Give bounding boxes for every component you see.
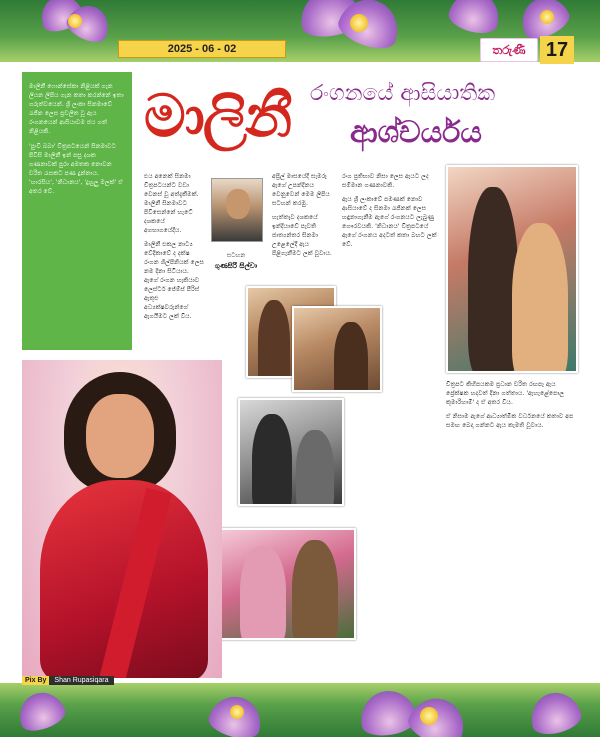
vintage-photo-2 (292, 306, 382, 392)
article-column-4 (446, 380, 578, 675)
intro-paragraph: 'පුංචි බබා' චිත්‍රපටයෙන් සිනමාවට පිවිසි මාලිනී ඉන් පසු දශක ගණනාවක් පුරා අමතක නොවන චරිත රැසකට පණ දුන්නාය. 'හාරසිය', 'නිධානය', 'දුහුලු මලක්' ඒ අතර වේ. (29, 143, 123, 195)
writer-role: සටහන (226, 252, 246, 259)
article-paragraph: ඇය ශ්‍රී ලංකාවේ පමණක් නොව ආසියාවේ ද සිනමා රැජිනක් ලෙස හඳුනාගැනීම ඇගේ රංගනයට ලැබුණු ගෞරවයකි. 'නිධානය' චිත්‍රපටයේ ඇගේ රංගනය අදටත් කතා බහට ලක් වේ. (342, 196, 437, 248)
color-film-still (220, 528, 356, 640)
article-paragraph: අප්‍රිල් මාසයේදී සැමරූ ඇගේ උපන්දිනය වෙනුවෙන් මෙම ලිපිය සටහන් කරමු. (272, 173, 330, 207)
writer-photo (211, 178, 263, 242)
bottom-floral-banner (0, 683, 600, 737)
photo-credit-name: Shan Rupasiqara (49, 676, 113, 685)
article-paragraph: හැත්තෑව දශකයේ ඉන්දියාවේ පැවති ජාත්‍යන්තර සිනමා උළෙලේදී ඇය පිළිගැනීමට ලක් වූවාය. (272, 214, 333, 257)
writer-name: ගුණසිරි සිල්වා (214, 262, 258, 270)
article-column-1 (144, 172, 204, 352)
photo-credit-label: Pix By (22, 676, 49, 685)
headline-line-2: ආශ්චර්යය (350, 115, 482, 150)
article-paragraph: රංග ප්‍රතිභාව නිසා ලෙස ඇයට ලද සම්මාන ගණනාවකි. (342, 173, 429, 189)
black-and-white-film-still (238, 398, 344, 506)
magazine-name: තරුණී (480, 38, 538, 62)
article-paragraph: එය අනෙක් සිනමා චිත්‍රපටයන්ට වඩා වෙනස් වූ අත්දැකීමක්. මාලිනී සිනමාවට පිවිසෙන්නේ හැටේ දශකයේ අගභාගයේදීය. (144, 173, 199, 234)
intro-paragraph: මාලිනී ෆොන්සේකා නිළියක් ගැන ලියන ලිපිය ගැන කතා කරන්නේ ඉතා ගරුත්වයෙන්. ශ්‍රී ලංකා සිනමාවේ රැජින ලෙස ප්‍රචලිත වූ ඇය රංගනයෙන් ආසියාවම ජය ගත් නිළියකි. (29, 83, 124, 135)
couple-photo (446, 165, 578, 373)
headline-line-1: රංගනයේ ආසියාතික (310, 81, 496, 106)
main-portrait-photo (22, 360, 222, 678)
article-paragraph: චිත්‍රපට කිහිපයකම ප්‍රධාන චරිත රඟපෑ ඇය ප්‍රේක්ෂක හදවත් දිනා ගත්තාය. 'ඇහැළේපොල කුමාරිහාමි' ද ඒ අතර විය. (446, 381, 565, 406)
intro-box (22, 72, 132, 350)
article-paragraph: ඒ නිසාම ඇගේ ආධ්‍යාත්මික වර්ධනයේ කතාව අප සමඟ බෙදා ගන්නට ඇය කැමති වූවාය. (446, 413, 574, 429)
article-column-2 (272, 172, 336, 292)
headline-name: මාලිනී (144, 82, 291, 150)
article-column-3 (342, 172, 438, 672)
article-paragraph: මාලිනී එකල නාට්‍ය වේදිකාවේ ද දක්ෂ රංගන ශිල්පිනියක් ලෙස නම දිනා සිටියාය. ඇගේ රංගන හැකියාව ලෙස්ටර් ජේම්ස් පීරිස් ඇතුළු අධ්‍යක්ෂවරුන්ගේ ඇගයීමට ලක් විය. (144, 241, 204, 320)
photo-credit (22, 674, 114, 687)
issue-date: 2025 - 06 - 02 (118, 40, 286, 58)
page-number: 17 (540, 36, 574, 64)
